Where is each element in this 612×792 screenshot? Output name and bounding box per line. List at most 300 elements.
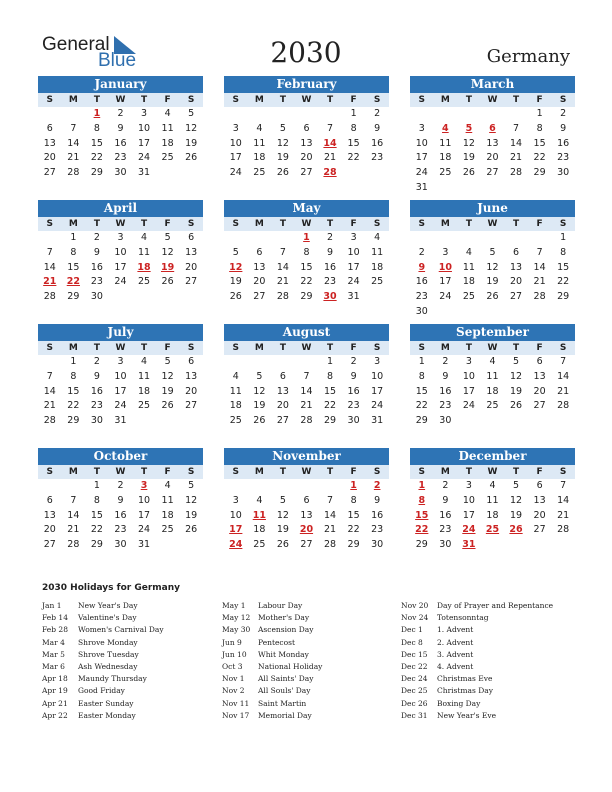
day: 6 — [536, 356, 543, 367]
day: 10 — [229, 137, 242, 149]
day: 15 — [557, 261, 570, 273]
holiday-entry — [401, 637, 553, 649]
weekday-label: M — [254, 95, 264, 105]
holiday-entry — [42, 624, 164, 636]
weekday-label: W — [115, 219, 126, 229]
empty-cell — [457, 107, 481, 122]
holiday-day: 9 — [418, 261, 426, 273]
holiday-day: 31 — [462, 539, 476, 551]
day: 11 — [137, 370, 151, 382]
day: 23 — [371, 524, 384, 536]
day: 11 — [462, 261, 475, 273]
day: 11 — [371, 246, 384, 258]
day-grid — [410, 479, 575, 553]
day: 5 — [232, 246, 239, 258]
day: 30 — [90, 291, 103, 303]
holiday-name: Easter Sunday — [78, 698, 134, 708]
weekday-label: T — [326, 95, 334, 105]
day: 9 — [560, 122, 567, 134]
day: 17 — [137, 509, 151, 521]
holiday-entry — [401, 685, 553, 697]
day: 27 — [533, 524, 546, 536]
day: 25 — [371, 276, 384, 288]
day: 20 — [533, 385, 546, 397]
day: 13 — [533, 370, 546, 382]
day: 17 — [114, 261, 127, 273]
day: 6 — [46, 494, 53, 506]
day: 4 — [489, 356, 496, 367]
holiday-entry — [42, 698, 164, 710]
day: 18 — [161, 137, 174, 149]
holiday-name: 1. Advent — [437, 625, 474, 635]
day: 4 — [374, 232, 381, 243]
day: 15 — [533, 137, 546, 149]
day: 7 — [536, 246, 543, 258]
day: 21 — [67, 152, 80, 164]
weekday-label: M — [254, 467, 264, 477]
holiday-day: 26 — [509, 524, 523, 536]
day: 24 — [462, 400, 475, 412]
day: 14 — [300, 385, 313, 397]
day: 13 — [43, 509, 56, 521]
day: 22 — [347, 152, 360, 164]
day: 21 — [557, 509, 570, 521]
day: 19 — [185, 137, 198, 149]
day: 26 — [462, 167, 475, 179]
day: 4 — [256, 494, 263, 506]
day: 21 — [323, 152, 337, 164]
holiday-entry — [42, 637, 164, 649]
day: 19 — [509, 385, 523, 397]
day: 21 — [300, 400, 313, 412]
holiday-entry — [42, 685, 164, 697]
month-november — [224, 448, 389, 553]
day: 1 — [70, 356, 77, 367]
day: 19 — [462, 152, 475, 164]
holiday-name: Shrove Monday — [78, 637, 138, 647]
day: 23 — [114, 524, 127, 536]
holiday-name: Maundy Thursday — [78, 674, 147, 684]
holiday-date: Feb 28 — [42, 625, 68, 635]
weekday-label: T — [93, 95, 100, 105]
holiday-entry — [42, 612, 164, 624]
day: 14 — [557, 494, 570, 506]
day: 8 — [327, 370, 334, 382]
month-title: October — [38, 448, 203, 465]
day: 18 — [137, 385, 151, 397]
day: 16 — [323, 261, 337, 273]
month-april — [38, 200, 203, 305]
day: 9 — [442, 494, 449, 506]
day: 17 — [462, 385, 475, 397]
day: 7 — [327, 494, 334, 506]
day: 16 — [347, 385, 360, 397]
day: 10 — [462, 370, 475, 382]
day: 26 — [229, 291, 242, 303]
day: 2 — [374, 108, 381, 119]
holiday-entry — [401, 698, 553, 710]
holiday-date: Dec 8 — [401, 637, 423, 647]
day: 10 — [114, 370, 127, 382]
weekday-label: F — [164, 219, 171, 229]
month-august — [224, 324, 389, 429]
day: 13 — [300, 509, 313, 521]
empty-cell — [271, 107, 295, 122]
day: 7 — [46, 246, 53, 258]
day: 22 — [90, 152, 103, 164]
weekday-label: S — [46, 219, 54, 229]
day: 29 — [300, 291, 313, 303]
holiday-name: Easter Monday — [78, 710, 136, 720]
weekday-label: F — [164, 467, 171, 477]
day: 8 — [418, 370, 425, 382]
day: 12 — [509, 370, 523, 382]
weekday-header — [38, 217, 203, 231]
holiday-day: 22 — [66, 276, 80, 288]
day: 27 — [276, 415, 289, 427]
day: 19 — [486, 276, 499, 288]
holiday-date: Feb 14 — [42, 613, 68, 623]
logo-text-blue: Blue — [98, 50, 137, 71]
weekday-label: W — [301, 343, 312, 353]
day: 17 — [462, 509, 475, 521]
day: 1 — [350, 108, 357, 119]
day: 16 — [371, 137, 384, 149]
empty-cell — [248, 231, 272, 246]
day: 12 — [185, 122, 198, 134]
holiday-column-3 — [401, 600, 553, 722]
day: 2 — [93, 232, 100, 243]
day: 5 — [489, 246, 496, 258]
day: 11 — [486, 370, 499, 382]
day-grid — [410, 231, 575, 320]
day: 16 — [439, 385, 452, 397]
weekday-label: S — [187, 95, 195, 105]
day: 4 — [232, 370, 239, 382]
day: 10 — [229, 509, 242, 521]
holiday-name: Shrove Tuesday — [78, 649, 139, 659]
day: 6 — [303, 122, 310, 134]
day: 29 — [90, 539, 103, 551]
day: 29 — [67, 291, 80, 303]
weekday-label: M — [68, 95, 78, 105]
month-title: December — [410, 448, 575, 465]
day: 31 — [415, 181, 428, 193]
holiday-name: Good Friday — [78, 686, 125, 696]
holiday-name: Whit Monday — [258, 649, 309, 659]
day: 7 — [327, 122, 334, 134]
holiday-date: Dec 22 — [401, 661, 428, 671]
weekday-label: W — [301, 219, 312, 229]
holiday-name: 3. Advent — [437, 649, 474, 659]
day: 29 — [557, 291, 570, 303]
holiday-day: 11 — [252, 509, 266, 521]
day: 28 — [67, 539, 80, 551]
day: 8 — [303, 246, 310, 258]
day: 9 — [374, 122, 381, 134]
day: 12 — [185, 494, 198, 506]
holiday-name: Ascension Day — [258, 625, 314, 635]
holiday-date: Nov 17 — [222, 710, 250, 720]
day: 17 — [415, 152, 428, 164]
day: 15 — [90, 509, 103, 521]
day: 19 — [229, 276, 242, 288]
holiday-day: 1 — [350, 480, 357, 491]
weekday-label: S — [46, 467, 54, 477]
day: 17 — [229, 152, 242, 164]
day: 14 — [557, 370, 570, 382]
day: 25 — [253, 539, 266, 551]
day: 27 — [43, 167, 56, 179]
day: 21 — [276, 276, 289, 288]
empty-cell — [481, 231, 505, 246]
holiday-date: Dec 25 — [401, 686, 428, 696]
empty-cell — [295, 355, 319, 370]
day: 5 — [188, 480, 195, 491]
empty-cell — [224, 231, 248, 246]
holiday-date: Apr 19 — [42, 686, 68, 696]
holiday-name: Memorial Day — [258, 710, 312, 720]
day-grid — [410, 107, 575, 196]
day: 26 — [509, 400, 523, 412]
day: 14 — [276, 261, 289, 273]
day: 3 — [232, 494, 239, 506]
day: 16 — [114, 509, 127, 521]
day-grid — [224, 231, 389, 305]
day-grid — [410, 355, 575, 429]
day: 8 — [93, 494, 100, 506]
day: 27 — [533, 400, 546, 412]
day: 8 — [536, 122, 543, 134]
day: 3 — [418, 122, 425, 134]
day: 26 — [161, 276, 174, 288]
day: 1 — [536, 108, 543, 119]
holiday-day: 18 — [137, 261, 151, 273]
day: 28 — [43, 291, 56, 303]
weekday-label: T — [93, 219, 100, 229]
day: 27 — [509, 291, 523, 303]
weekday-label: T — [279, 95, 286, 105]
weekday-header — [410, 465, 575, 479]
weekday-label: T — [93, 343, 100, 353]
holiday-date: Apr 22 — [42, 710, 68, 720]
day: 2 — [117, 108, 124, 119]
empty-cell — [38, 355, 62, 370]
holiday-date: Jan 1 — [42, 601, 62, 610]
holiday-day: 21 — [43, 276, 57, 288]
month-march — [410, 76, 575, 196]
day: 18 — [439, 152, 452, 164]
holiday-name: 2. Advent — [437, 637, 474, 647]
day: 3 — [442, 246, 449, 258]
day: 30 — [439, 415, 452, 427]
day: 14 — [43, 261, 56, 273]
day: 10 — [347, 246, 360, 258]
empty-cell — [504, 231, 528, 246]
month-title: June — [410, 200, 575, 217]
holiday-day: 20 — [299, 524, 314, 536]
day: 19 — [276, 152, 289, 164]
weekday-label: T — [465, 95, 472, 105]
logo-text-general: General — [42, 34, 110, 55]
day: 22 — [557, 276, 570, 288]
day: 9 — [117, 494, 124, 506]
day: 24 — [114, 400, 127, 412]
empty-cell — [410, 107, 434, 122]
empty-cell — [481, 107, 505, 122]
holiday-entry — [401, 710, 553, 722]
weekday-label: S — [373, 343, 381, 353]
empty-cell — [434, 231, 458, 246]
weekday-label: S — [373, 467, 381, 477]
empty-cell — [271, 231, 295, 246]
day: 29 — [90, 167, 103, 179]
day: 22 — [67, 400, 80, 412]
empty-cell — [457, 231, 481, 246]
day: 20 — [185, 261, 198, 273]
day: 2 — [442, 356, 449, 367]
day: 7 — [279, 246, 286, 258]
day: 15 — [90, 137, 103, 149]
holiday-day: 28 — [323, 167, 337, 179]
day: 28 — [323, 539, 337, 551]
day: 30 — [347, 415, 360, 427]
day: 31 — [114, 415, 127, 427]
month-october — [38, 448, 203, 553]
day: 1 — [560, 232, 567, 243]
day: 23 — [371, 152, 384, 164]
day: 22 — [415, 400, 428, 412]
day: 31 — [347, 291, 360, 303]
day: 23 — [323, 276, 337, 288]
weekday-label: F — [536, 219, 543, 229]
holiday-date: Jun 9 — [222, 637, 242, 647]
holiday-name: Valentine's Day — [78, 613, 137, 623]
holiday-date: Mar 5 — [42, 649, 65, 659]
weekday-label: T — [140, 219, 148, 229]
day: 20 — [43, 524, 56, 536]
weekday-header — [38, 93, 203, 107]
holiday-column-2 — [222, 600, 322, 722]
day: 3 — [374, 356, 381, 367]
day: 8 — [560, 246, 567, 258]
weekday-label: T — [279, 343, 286, 353]
weekday-label: M — [254, 219, 264, 229]
day: 12 — [276, 509, 289, 521]
weekday-label: S — [373, 95, 381, 105]
day: 10 — [371, 370, 384, 382]
empty-cell — [271, 479, 295, 494]
holiday-day: 4 — [442, 122, 449, 134]
weekday-label: W — [115, 95, 126, 105]
day: 17 — [439, 276, 452, 288]
day: 13 — [276, 385, 289, 397]
day: 22 — [323, 400, 337, 412]
day-grid — [38, 107, 203, 181]
empty-cell — [38, 107, 62, 122]
holiday-entry — [222, 685, 322, 697]
day: 29 — [533, 167, 546, 179]
day: 20 — [43, 152, 56, 164]
holiday-date: Dec 26 — [401, 698, 428, 708]
holiday-entry — [401, 661, 553, 673]
month-title: May — [224, 200, 389, 217]
day: 1 — [418, 356, 425, 367]
empty-cell — [318, 107, 342, 122]
day: 22 — [347, 524, 360, 536]
day: 16 — [90, 385, 103, 397]
weekday-header — [38, 341, 203, 355]
holiday-entry — [222, 624, 322, 636]
weekday-label: M — [440, 95, 450, 105]
day: 3 — [465, 480, 472, 491]
day: 22 — [300, 276, 313, 288]
day: 2 — [418, 246, 425, 258]
weekday-label: S — [46, 343, 54, 353]
day: 16 — [557, 137, 570, 149]
holiday-date: Nov 11 — [222, 698, 250, 708]
weekday-label: T — [279, 467, 286, 477]
day: 26 — [161, 400, 174, 412]
day: 19 — [185, 509, 198, 521]
day: 12 — [161, 246, 174, 258]
day: 4 — [164, 108, 171, 119]
day: 5 — [164, 232, 171, 243]
weekday-label: T — [465, 219, 472, 229]
holiday-name: Women's Carnival Day — [78, 625, 164, 635]
day-grid — [38, 231, 203, 305]
month-september — [410, 324, 575, 429]
weekday-label: F — [350, 467, 357, 477]
holiday-day: 24 — [462, 524, 476, 536]
day: 30 — [90, 415, 103, 427]
day: 20 — [253, 276, 266, 288]
day: 18 — [486, 509, 499, 521]
weekday-label: W — [115, 343, 126, 353]
empty-cell — [318, 479, 342, 494]
day: 2 — [117, 480, 124, 491]
day: 26 — [253, 415, 266, 427]
day: 14 — [533, 261, 546, 273]
holiday-entry — [222, 661, 322, 673]
month-june — [410, 200, 575, 320]
day: 16 — [114, 137, 127, 149]
weekday-label: T — [512, 467, 520, 477]
day: 7 — [560, 356, 567, 367]
day: 11 — [161, 494, 174, 506]
month-february — [224, 76, 389, 181]
empty-cell — [271, 355, 295, 370]
weekday-label: T — [465, 343, 472, 353]
day: 20 — [276, 400, 289, 412]
day-grid — [224, 107, 389, 181]
day: 28 — [533, 291, 546, 303]
weekday-label: S — [373, 219, 381, 229]
day: 27 — [43, 539, 56, 551]
day: 13 — [253, 261, 266, 273]
weekday-header — [38, 465, 203, 479]
holiday-name: New Year's Eve — [437, 710, 497, 720]
day: 11 — [137, 246, 151, 258]
day: 3 — [465, 356, 472, 367]
holiday-name: Christmas Day — [437, 686, 493, 696]
day: 4 — [465, 246, 472, 258]
holiday-date: Dec 15 — [401, 649, 428, 659]
day-grid — [38, 479, 203, 553]
weekday-label: W — [487, 467, 498, 477]
day: 17 — [114, 385, 127, 397]
day: 13 — [185, 246, 198, 258]
